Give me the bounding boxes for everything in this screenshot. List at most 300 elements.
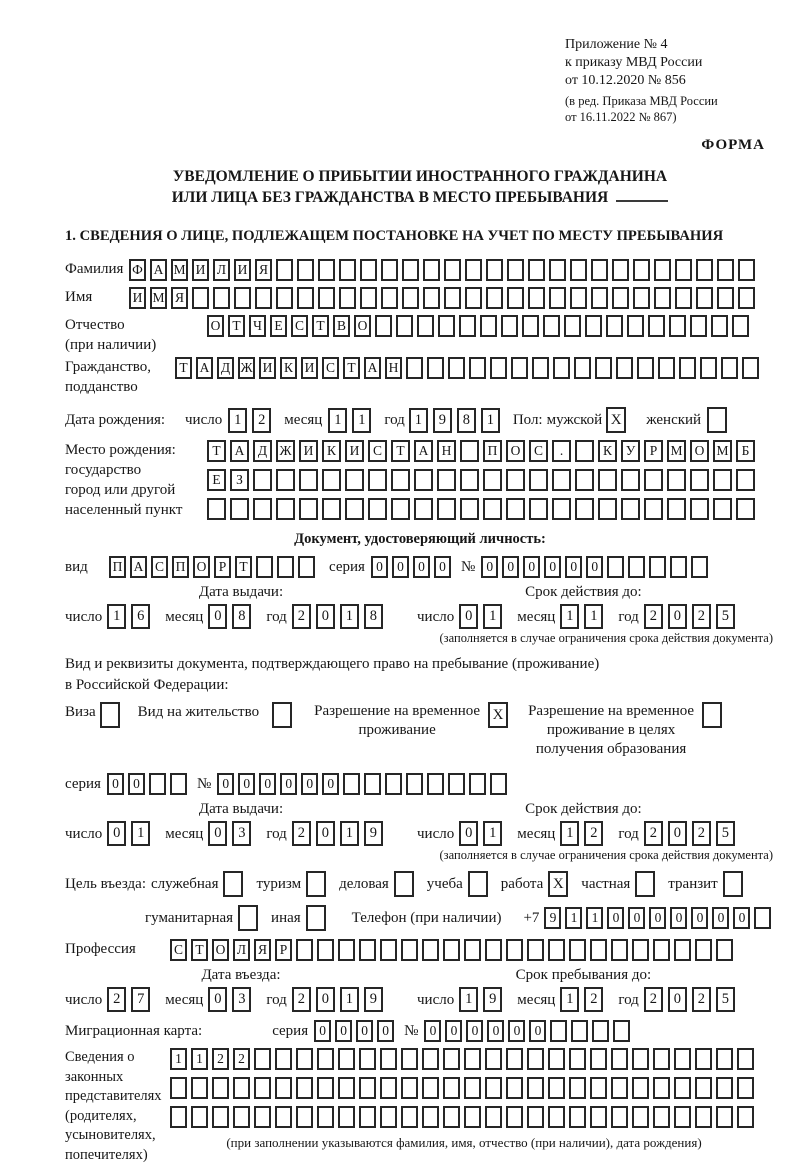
form-cell[interactable] — [318, 259, 335, 281]
form-cell[interactable]: Ж — [238, 357, 255, 379]
form-cell[interactable]: С — [322, 357, 339, 379]
form-cell[interactable] — [255, 287, 272, 309]
form-cell[interactable] — [506, 1106, 523, 1128]
form-cell[interactable] — [621, 469, 640, 491]
form-cell[interactable]: А — [230, 440, 249, 462]
form-cell[interactable] — [272, 702, 292, 728]
form-cell[interactable] — [590, 1106, 607, 1128]
form-cell[interactable]: Я — [254, 939, 271, 961]
form-cell[interactable] — [401, 1106, 418, 1128]
form-cell[interactable]: О — [690, 440, 709, 462]
form-cell[interactable] — [606, 315, 623, 337]
form-cell[interactable]: 5 — [716, 987, 735, 1012]
form-cell[interactable]: Т — [228, 315, 245, 337]
form-cell[interactable]: 6 — [131, 604, 150, 629]
form-cell[interactable] — [653, 1048, 670, 1070]
form-cell[interactable] — [380, 939, 397, 961]
form-cell[interactable]: Б — [736, 440, 755, 462]
form-cell[interactable]: 2 — [584, 821, 603, 846]
form-cell[interactable] — [391, 498, 410, 520]
form-cell[interactable]: 2 — [212, 1048, 229, 1070]
form-cell[interactable]: 0 — [280, 773, 297, 795]
form-cell[interactable] — [691, 556, 708, 578]
form-cell[interactable] — [443, 1048, 460, 1070]
form-cell[interactable] — [527, 1077, 544, 1099]
form-cell[interactable] — [298, 556, 315, 578]
form-cell[interactable] — [679, 357, 696, 379]
form-cell[interactable] — [717, 259, 734, 281]
form-cell[interactable]: 0 — [107, 773, 124, 795]
form-cell[interactable]: 1 — [340, 821, 359, 846]
form-cell[interactable] — [212, 1077, 229, 1099]
form-cell[interactable] — [592, 1020, 609, 1042]
form-cell[interactable]: М — [150, 287, 167, 309]
form-cell[interactable] — [654, 287, 671, 309]
form-cell[interactable] — [717, 287, 734, 309]
form-cell[interactable]: 0 — [424, 1020, 441, 1042]
form-cell[interactable] — [737, 1048, 754, 1070]
form-cell[interactable] — [402, 287, 419, 309]
form-cell[interactable] — [256, 556, 273, 578]
form-cell[interactable] — [695, 1048, 712, 1070]
form-cell[interactable] — [590, 939, 607, 961]
form-cell[interactable] — [595, 357, 612, 379]
form-cell[interactable] — [485, 1077, 502, 1099]
form-cell[interactable] — [380, 1077, 397, 1099]
form-cell[interactable]: И — [192, 259, 209, 281]
form-cell[interactable] — [549, 287, 566, 309]
form-cell[interactable] — [276, 469, 295, 491]
form-cell[interactable]: 0 — [487, 1020, 504, 1042]
form-cell[interactable] — [275, 1048, 292, 1070]
form-cell[interactable]: 2 — [233, 1048, 250, 1070]
form-cell[interactable] — [611, 1048, 628, 1070]
form-cell[interactable] — [100, 702, 120, 728]
form-cell[interactable]: 8 — [457, 408, 476, 433]
form-cell[interactable] — [339, 287, 356, 309]
form-cell[interactable] — [422, 1048, 439, 1070]
form-cell[interactable]: С — [529, 440, 548, 462]
form-cell[interactable]: И — [259, 357, 276, 379]
form-cell[interactable] — [375, 315, 392, 337]
form-cell[interactable] — [322, 469, 341, 491]
form-cell[interactable] — [317, 1048, 334, 1070]
form-cell[interactable] — [297, 287, 314, 309]
form-cell[interactable]: 7 — [131, 987, 150, 1012]
form-cell[interactable]: И — [301, 357, 318, 379]
form-cell[interactable] — [223, 871, 243, 897]
form-cell[interactable]: 0 — [259, 773, 276, 795]
form-cell[interactable] — [506, 939, 523, 961]
form-cell[interactable] — [401, 1048, 418, 1070]
form-cell[interactable]: . — [552, 440, 571, 462]
form-cell[interactable] — [532, 357, 549, 379]
form-cell[interactable]: 0 — [392, 556, 409, 578]
form-cell[interactable] — [391, 469, 410, 491]
form-cell[interactable] — [275, 1077, 292, 1099]
form-cell[interactable] — [296, 1048, 313, 1070]
form-cell[interactable]: Т — [312, 315, 329, 337]
form-cell[interactable]: С — [291, 315, 308, 337]
form-cell[interactable] — [613, 1020, 630, 1042]
form-cell[interactable] — [460, 440, 479, 462]
form-cell[interactable]: 0 — [434, 556, 451, 578]
form-cell[interactable] — [611, 1106, 628, 1128]
form-cell[interactable] — [254, 1106, 271, 1128]
form-cell[interactable]: 0 — [377, 1020, 394, 1042]
form-cell[interactable] — [170, 1106, 187, 1128]
form-cell[interactable] — [611, 1077, 628, 1099]
form-cell[interactable] — [670, 556, 687, 578]
form-cell[interactable] — [570, 287, 587, 309]
form-cell[interactable]: С — [151, 556, 168, 578]
form-cell[interactable] — [422, 1077, 439, 1099]
form-cell[interactable] — [591, 287, 608, 309]
form-cell[interactable] — [667, 469, 686, 491]
form-cell[interactable] — [385, 773, 402, 795]
form-cell[interactable]: 0 — [586, 556, 603, 578]
form-cell[interactable] — [469, 773, 486, 795]
form-cell[interactable]: М — [667, 440, 686, 462]
form-cell[interactable]: 1 — [107, 604, 126, 629]
form-cell[interactable]: А — [150, 259, 167, 281]
form-cell[interactable] — [695, 939, 712, 961]
form-cell[interactable] — [611, 939, 628, 961]
form-cell[interactable]: 0 — [301, 773, 318, 795]
form-cell[interactable] — [338, 1048, 355, 1070]
form-cell[interactable] — [485, 1048, 502, 1070]
form-cell[interactable]: 1 — [565, 907, 582, 929]
form-cell[interactable] — [635, 871, 655, 897]
form-cell[interactable] — [737, 1106, 754, 1128]
form-cell[interactable]: 0 — [238, 773, 255, 795]
form-cell[interactable] — [414, 469, 433, 491]
form-cell[interactable] — [233, 1077, 250, 1099]
form-cell[interactable] — [632, 1106, 649, 1128]
form-cell[interactable]: 5 — [716, 821, 735, 846]
form-cell[interactable]: К — [322, 440, 341, 462]
form-cell[interactable]: А — [364, 357, 381, 379]
form-cell[interactable]: 1 — [481, 408, 500, 433]
form-cell[interactable] — [675, 259, 692, 281]
form-cell[interactable] — [464, 939, 481, 961]
form-cell[interactable] — [736, 498, 755, 520]
form-cell[interactable]: Р — [644, 440, 663, 462]
form-cell[interactable]: О — [354, 315, 371, 337]
form-cell[interactable] — [548, 1077, 565, 1099]
form-cell[interactable] — [569, 1048, 586, 1070]
form-cell[interactable] — [742, 357, 759, 379]
form-cell[interactable] — [444, 287, 461, 309]
form-cell[interactable] — [598, 498, 617, 520]
form-cell[interactable]: 0 — [459, 604, 478, 629]
form-cell[interactable]: 1 — [560, 821, 579, 846]
form-cell[interactable] — [738, 287, 755, 309]
form-cell[interactable] — [529, 469, 548, 491]
form-cell[interactable] — [528, 287, 545, 309]
form-cell[interactable]: 2 — [692, 821, 711, 846]
form-cell[interactable]: 0 — [445, 1020, 462, 1042]
form-cell[interactable] — [490, 357, 507, 379]
form-cell[interactable]: 2 — [644, 987, 663, 1012]
form-cell[interactable]: 1 — [131, 821, 150, 846]
form-cell[interactable]: 9 — [364, 987, 383, 1012]
form-cell[interactable]: Ф — [129, 259, 146, 281]
form-cell[interactable]: И — [345, 440, 364, 462]
form-cell[interactable]: П — [483, 440, 502, 462]
form-cell[interactable]: И — [299, 440, 318, 462]
form-cell[interactable] — [607, 556, 624, 578]
form-cell[interactable] — [716, 1106, 733, 1128]
form-cell[interactable] — [621, 498, 640, 520]
form-cell[interactable] — [674, 1048, 691, 1070]
form-cell[interactable] — [276, 498, 295, 520]
form-cell[interactable] — [612, 259, 629, 281]
form-cell[interactable] — [401, 1077, 418, 1099]
form-cell[interactable]: М — [713, 440, 732, 462]
form-cell[interactable] — [628, 556, 645, 578]
form-cell[interactable] — [632, 1077, 649, 1099]
form-cell[interactable] — [343, 773, 360, 795]
form-cell[interactable]: 1 — [228, 408, 247, 433]
form-cell[interactable] — [170, 1077, 187, 1099]
form-cell[interactable] — [644, 469, 663, 491]
form-cell[interactable] — [296, 939, 313, 961]
form-cell[interactable]: 0 — [529, 1020, 546, 1042]
form-cell[interactable] — [575, 440, 594, 462]
form-cell[interactable]: 2 — [692, 987, 711, 1012]
form-cell[interactable] — [464, 1077, 481, 1099]
form-cell[interactable] — [713, 469, 732, 491]
form-cell[interactable] — [359, 1077, 376, 1099]
form-cell[interactable] — [632, 939, 649, 961]
form-cell[interactable] — [549, 259, 566, 281]
form-cell[interactable] — [297, 259, 314, 281]
form-cell[interactable] — [737, 1077, 754, 1099]
form-cell[interactable] — [612, 287, 629, 309]
form-cell[interactable] — [723, 871, 743, 897]
form-cell[interactable]: 0 — [712, 907, 729, 929]
form-cell[interactable]: 0 — [502, 556, 519, 578]
form-cell[interactable]: 0 — [523, 556, 540, 578]
form-cell[interactable] — [460, 498, 479, 520]
form-cell[interactable] — [406, 357, 423, 379]
form-cell[interactable] — [527, 1048, 544, 1070]
form-cell[interactable]: 0 — [314, 1020, 331, 1042]
form-cell[interactable]: Ж — [276, 440, 295, 462]
form-cell[interactable]: К — [280, 357, 297, 379]
form-cell[interactable]: 9 — [364, 821, 383, 846]
form-cell[interactable]: 2 — [292, 987, 311, 1012]
form-cell[interactable]: 0 — [335, 1020, 352, 1042]
form-cell[interactable] — [422, 939, 439, 961]
form-cell[interactable]: 0 — [208, 821, 227, 846]
form-cell[interactable]: 1 — [483, 604, 502, 629]
form-cell[interactable]: Т — [391, 440, 410, 462]
form-cell[interactable]: 0 — [508, 1020, 525, 1042]
form-cell[interactable] — [598, 469, 617, 491]
form-cell[interactable] — [306, 905, 326, 931]
form-cell[interactable] — [637, 357, 654, 379]
form-cell[interactable] — [633, 259, 650, 281]
form-cell[interactable]: 0 — [217, 773, 234, 795]
form-cell[interactable] — [738, 259, 755, 281]
form-cell[interactable] — [359, 939, 376, 961]
form-cell[interactable] — [575, 498, 594, 520]
form-cell[interactable] — [368, 469, 387, 491]
form-cell[interactable] — [690, 498, 709, 520]
form-cell[interactable] — [667, 498, 686, 520]
form-cell[interactable] — [360, 287, 377, 309]
form-cell[interactable]: С — [170, 939, 187, 961]
form-cell[interactable] — [695, 1077, 712, 1099]
form-cell[interactable] — [380, 1106, 397, 1128]
form-cell[interactable]: Д — [217, 357, 234, 379]
form-cell[interactable] — [364, 773, 381, 795]
form-cell[interactable] — [345, 469, 364, 491]
form-cell[interactable] — [277, 556, 294, 578]
form-cell[interactable] — [317, 1077, 334, 1099]
form-cell[interactable] — [460, 469, 479, 491]
form-cell[interactable] — [380, 1048, 397, 1070]
form-cell[interactable] — [616, 357, 633, 379]
form-cell[interactable] — [550, 1020, 567, 1042]
form-cell[interactable] — [448, 357, 465, 379]
form-cell[interactable]: Т — [207, 440, 226, 462]
form-cell[interactable]: X — [548, 871, 568, 897]
form-cell[interactable]: 2 — [584, 987, 603, 1012]
form-cell[interactable]: 1 — [560, 987, 579, 1012]
form-cell[interactable] — [465, 287, 482, 309]
form-cell[interactable] — [401, 939, 418, 961]
form-cell[interactable]: 0 — [208, 604, 227, 629]
form-cell[interactable] — [527, 939, 544, 961]
form-cell[interactable] — [485, 939, 502, 961]
form-cell[interactable] — [296, 1077, 313, 1099]
form-cell[interactable] — [448, 773, 465, 795]
form-cell[interactable]: И — [234, 259, 251, 281]
form-cell[interactable]: 1 — [328, 408, 347, 433]
form-cell[interactable] — [170, 773, 187, 795]
form-cell[interactable] — [590, 1048, 607, 1070]
form-cell[interactable]: П — [109, 556, 126, 578]
form-cell[interactable] — [486, 287, 503, 309]
form-cell[interactable]: Я — [255, 259, 272, 281]
form-cell[interactable] — [345, 498, 364, 520]
form-cell[interactable]: И — [129, 287, 146, 309]
form-cell[interactable]: О — [207, 315, 224, 337]
form-cell[interactable]: 0 — [668, 987, 687, 1012]
form-cell[interactable] — [690, 315, 707, 337]
form-cell[interactable] — [396, 315, 413, 337]
form-cell[interactable]: 1 — [191, 1048, 208, 1070]
form-cell[interactable]: 0 — [565, 556, 582, 578]
form-cell[interactable] — [548, 1106, 565, 1128]
form-cell[interactable]: С — [368, 440, 387, 462]
form-cell[interactable] — [571, 1020, 588, 1042]
form-cell[interactable]: 0 — [607, 907, 624, 929]
form-cell[interactable] — [736, 469, 755, 491]
form-cell[interactable] — [644, 498, 663, 520]
form-cell[interactable] — [528, 259, 545, 281]
form-cell[interactable]: Н — [437, 440, 456, 462]
form-cell[interactable]: 8 — [232, 604, 251, 629]
form-cell[interactable]: 1 — [340, 987, 359, 1012]
form-cell[interactable] — [359, 1106, 376, 1128]
form-cell[interactable]: 3 — [232, 987, 251, 1012]
form-cell[interactable]: Т — [235, 556, 252, 578]
form-cell[interactable]: 2 — [292, 604, 311, 629]
form-cell[interactable]: 0 — [466, 1020, 483, 1042]
form-cell[interactable] — [213, 287, 230, 309]
form-cell[interactable]: 0 — [649, 907, 666, 929]
form-cell[interactable]: Т — [343, 357, 360, 379]
form-cell[interactable]: 0 — [107, 821, 126, 846]
form-cell[interactable] — [506, 1077, 523, 1099]
form-cell[interactable] — [653, 1077, 670, 1099]
form-cell[interactable] — [696, 287, 713, 309]
form-cell[interactable] — [511, 357, 528, 379]
form-cell[interactable] — [443, 939, 460, 961]
form-cell[interactable] — [254, 1048, 271, 1070]
form-cell[interactable]: 1 — [584, 604, 603, 629]
form-cell[interactable]: З — [230, 469, 249, 491]
form-cell[interactable]: 8 — [364, 604, 383, 629]
form-cell[interactable]: 0 — [733, 907, 750, 929]
form-cell[interactable] — [414, 498, 433, 520]
form-cell[interactable]: М — [171, 259, 188, 281]
form-cell[interactable] — [422, 1106, 439, 1128]
form-cell[interactable]: 0 — [668, 604, 687, 629]
form-cell[interactable] — [590, 1077, 607, 1099]
form-cell[interactable] — [490, 773, 507, 795]
form-cell[interactable] — [234, 287, 251, 309]
form-cell[interactable] — [359, 1048, 376, 1070]
form-cell[interactable] — [574, 357, 591, 379]
form-cell[interactable] — [437, 498, 456, 520]
form-cell[interactable]: А — [130, 556, 147, 578]
form-cell[interactable]: Н — [385, 357, 402, 379]
form-cell[interactable]: Л — [233, 939, 250, 961]
form-cell[interactable] — [480, 315, 497, 337]
form-cell[interactable] — [207, 498, 226, 520]
form-cell[interactable] — [527, 1106, 544, 1128]
form-cell[interactable]: Р — [275, 939, 292, 961]
form-cell[interactable] — [632, 1048, 649, 1070]
form-cell[interactable]: Е — [270, 315, 287, 337]
form-cell[interactable] — [674, 1106, 691, 1128]
form-cell[interactable] — [253, 498, 272, 520]
form-cell[interactable] — [721, 357, 738, 379]
form-cell[interactable]: 0 — [322, 773, 339, 795]
form-cell[interactable] — [299, 469, 318, 491]
form-cell[interactable] — [506, 1048, 523, 1070]
form-cell[interactable] — [339, 259, 356, 281]
form-cell[interactable] — [483, 498, 502, 520]
form-cell[interactable] — [575, 469, 594, 491]
form-cell[interactable]: Т — [191, 939, 208, 961]
form-cell[interactable]: 0 — [316, 987, 335, 1012]
form-cell[interactable]: 2 — [644, 604, 663, 629]
form-cell[interactable] — [191, 1106, 208, 1128]
form-cell[interactable]: X — [488, 702, 508, 728]
form-cell[interactable] — [276, 287, 293, 309]
form-cell[interactable] — [716, 1048, 733, 1070]
form-cell[interactable] — [417, 315, 434, 337]
form-cell[interactable]: 9 — [483, 987, 502, 1012]
form-cell[interactable]: 2 — [107, 987, 126, 1012]
form-cell[interactable] — [306, 871, 326, 897]
